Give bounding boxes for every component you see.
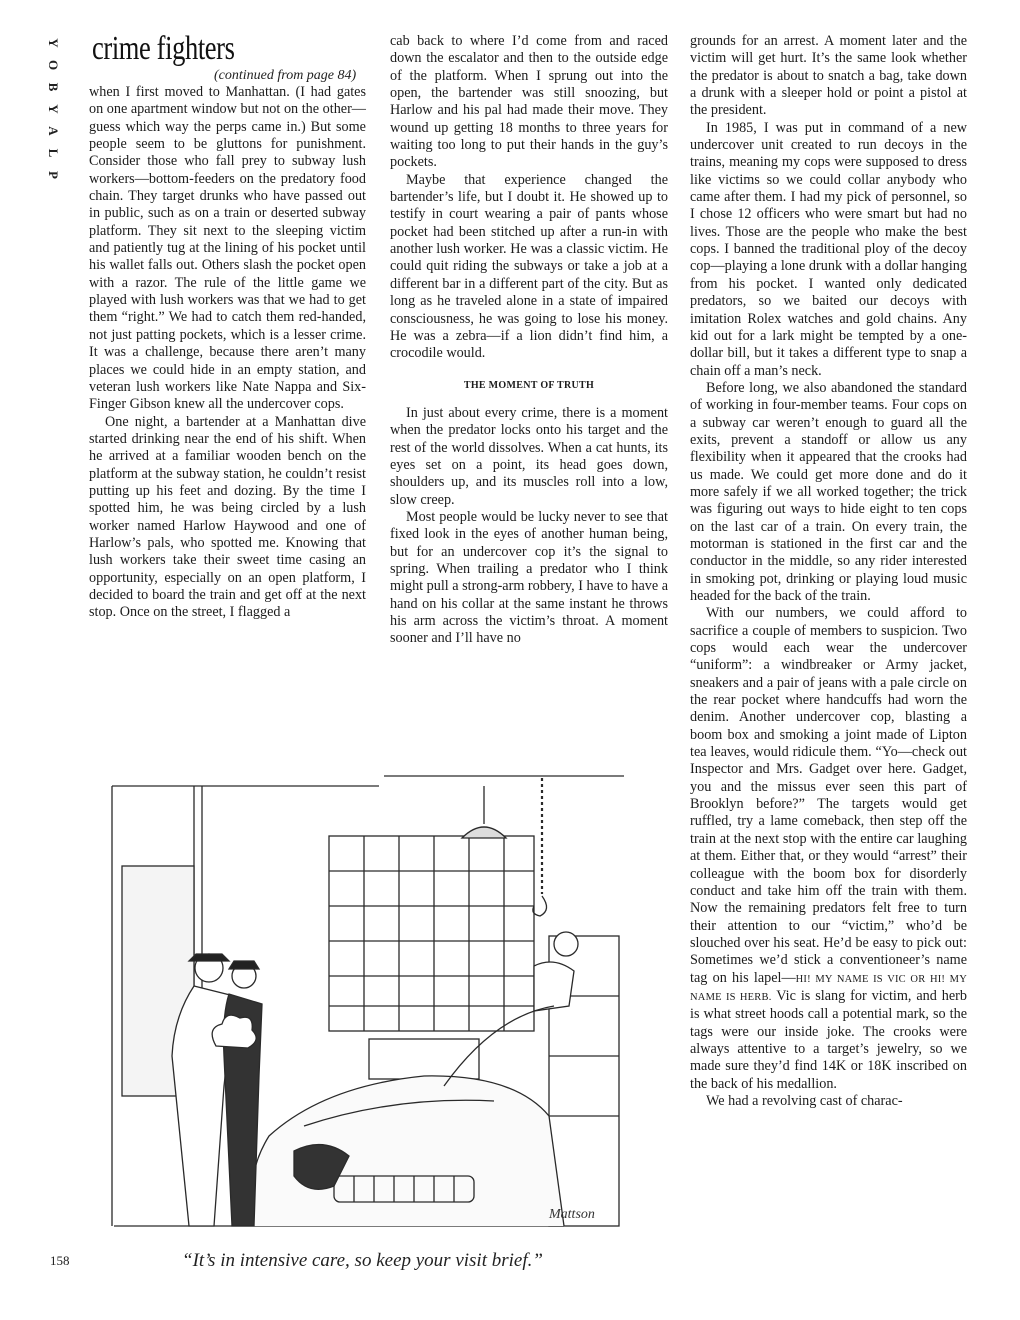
masthead-letter: O [46,59,61,71]
paragraph: Maybe that experience changed the bartender’s life, but I doubt it. He showed up to testify in court wearing a pair of pants whose pocket had been stitched up after a run-in with another lush worker. He was a classic victim. He could quit riding the subways or take a job at a different bar in a different part of the city. But as long as he traveled alone in a state of impaired consciousness, he was going to lose his money. He was a zebra—if a lion didn’t find him, a crocodile would. [390,171,668,362]
article-title: crime fighters [92,30,235,67]
cartoonist-signature: Mattson [549,1207,595,1222]
masthead-letter: P [46,171,61,179]
section-heading: THE MOMENT OF TRUTH [463,379,595,391]
paragraph-text: Vic is slang for victim, and herb is what street hoods call a potential mark, so the tags were our inside joke. The crooks were always attentive to a target’s jewelry, so we made sure they’d find 14K or 18K inscribed on the back of his medallion. [690,987,968,1092]
paragraph: Most people would be lucky never to see that fixed look in the eyes of another human being, but for an undercover cop it’s the signal to spring. When trailing a predator who I think might pull a strong-arm robbery, I have to have a hand on his collar at the same instant he throws his arm across the victim’s throat. A moment sooner and I’ll have no [390,508,669,647]
name-tag-text: HI! MY NAME IS VIC OR HI! MY NAME IS HERB. [690,973,967,1003]
column-3 [690,33,967,1110]
continued-note: (continued from page 84) [214,68,357,83]
column-2 [390,33,668,648]
cartoon-illustration [94,756,624,1242]
masthead-letter: Y [46,38,61,48]
paragraph: One night, a bartender at a Manhattan dive started drinking near the end of his shift. When he arrived at a familiar wooden bench on the platform at the subway station, he couldn’t resist putting up his feet and dozing. By the time I spotted him, he was being circled by a lush worker named Harlow Haywood and one of Harlow’s pals, who spotted me. Knowing that lush workers take their sweet time casing an opportunity, especially on an open platform, I decided to board the train and get off at the next stop. Once on the street, I flagged a [89,413,366,621]
paragraph: In 1985, I was put in command of a new undercover unit created to run decoys in the trains, meaning my cops were supposed to dress like victims so we could collar anybody who came after them. I had my pick of personnel, so I chose 12 officers who were smart but had no lives. Those are the people who make the best cops. I banned the traditional ploy of the decoy cop—playing a lone drunk with a dollar hanging from his pocket. I wanted only dedicated predators, so we baited our decoys with imitation Rolex watches and gold chains. Any kid out for a lark might be tempted by a one-dollar bill, but it takes a different type to snap a chain off a man’s neck. [690,119,967,379]
paragraph: Before long, we also abandoned the standard of working in four-member teams. Four cops on a subway car weren’t enough to guard all the exits, prevent a standoff or allow us any flexibility when it appeared that the crooks had us made. We could get more done and do it more safely if we all worked together; the trick was figuring out ways to hide eight to ten cops on the last car of a train. On every train, the motorman is stationed in the first car and the conductor in the middle, so any rider interested in smoking pot, drinking or playing loud music headed for the back of the train. [690,379,967,604]
paragraph [690,605,967,1093]
column-1 [89,84,366,622]
paragraph: when I first moved to Manhattan. (I had gates on one apartment window but not on the other—guess which way the perps came in.) But some people seem to be gluttons for punishment. Consider those who fall prey to subway lush workers—bottom-feeders on the predatory food chain. They target drunks who have passed out in public, such as on a train or deserted subway platform. They sit next to the sleeping victim and patiently tug at the lining of his pocket until his wallet falls out. Others slash the pocket open with a razor. The rule of the little game we played with lush workers was that we had to get them “right.” We had to catch them red-handed, not just patting pockets, which is a lesser crime. It was a challenge, because there aren’t many places we could hide in an empty station, and veteran lush workers like Nate Nappa and Six-Finger Gibson knew all the undercover cops. [89,84,366,413]
paragraph-text: With our numbers, we could afford to sacrifice a couple of members to suspicion. Two cops would each wear the undercover “uniform”: a windbreaker or Army jacket, sneakers and a pair of jeans with a pale circle on the rear pocket where handcuffs had worn the denim. Another undercover cop, blasting a boom box and smoking a joint made of Lipton tea leaves, would ridicule them. “Yo—check out Inspector and Mrs. Gadget over here. Gadget, you and the missus ever seen this part of Brooklyn before?” The targets would get ruffled, try a lame comeback, then step off the train at the next stop with the entire car laughing at them. Either that, or they would “arrest” their colleague with the boom box for disorderly conduct and take him off the train with them. Now the remaining predators felt free to turn their attention to our “victim,” who’d be slouched over his seat. He’d be easy to pick out: Sometimes we’d stick a conventioneer’s name tag on his lapel— [690,605,967,986]
paragraph: grounds for an arrest. A moment later and the victim will get hurt. It’s the same look whether the predator is about to snatch a bag, take down a drunk with a sleeper hold or point a pistol at the president. [690,33,967,119]
paragraph: cab back to where I’d come from and raced down the escalator and then to the outside edge of the platform. When I sprung out into the open, the bartender was still snoozing, but Harlow and his pal had made their move. They wound up getting 18 months to three years for waiting too long to put their hands in the guy’s pockets. [390,33,668,171]
cartoon-caption: “It’s in intensive care, so keep your visit brief.” [182,1250,543,1271]
magazine-name [36,32,64,186]
masthead-letter: A [46,126,61,136]
masthead-letter: Y [46,104,61,114]
paragraph: We had a revolving cast of charac- [706,1092,903,1109]
paragraph: In just about every crime, there is a moment when the predator locks onto his target and the rest of the world dissolves. When a cat hunts, its eyes set on a point, its head goes down, shoulders up, and its muscles roll into a low, slow creep. [390,404,668,508]
masthead-letter: L [46,148,61,158]
page-number: 158 [50,1253,70,1268]
masthead-letter: B [46,82,61,92]
